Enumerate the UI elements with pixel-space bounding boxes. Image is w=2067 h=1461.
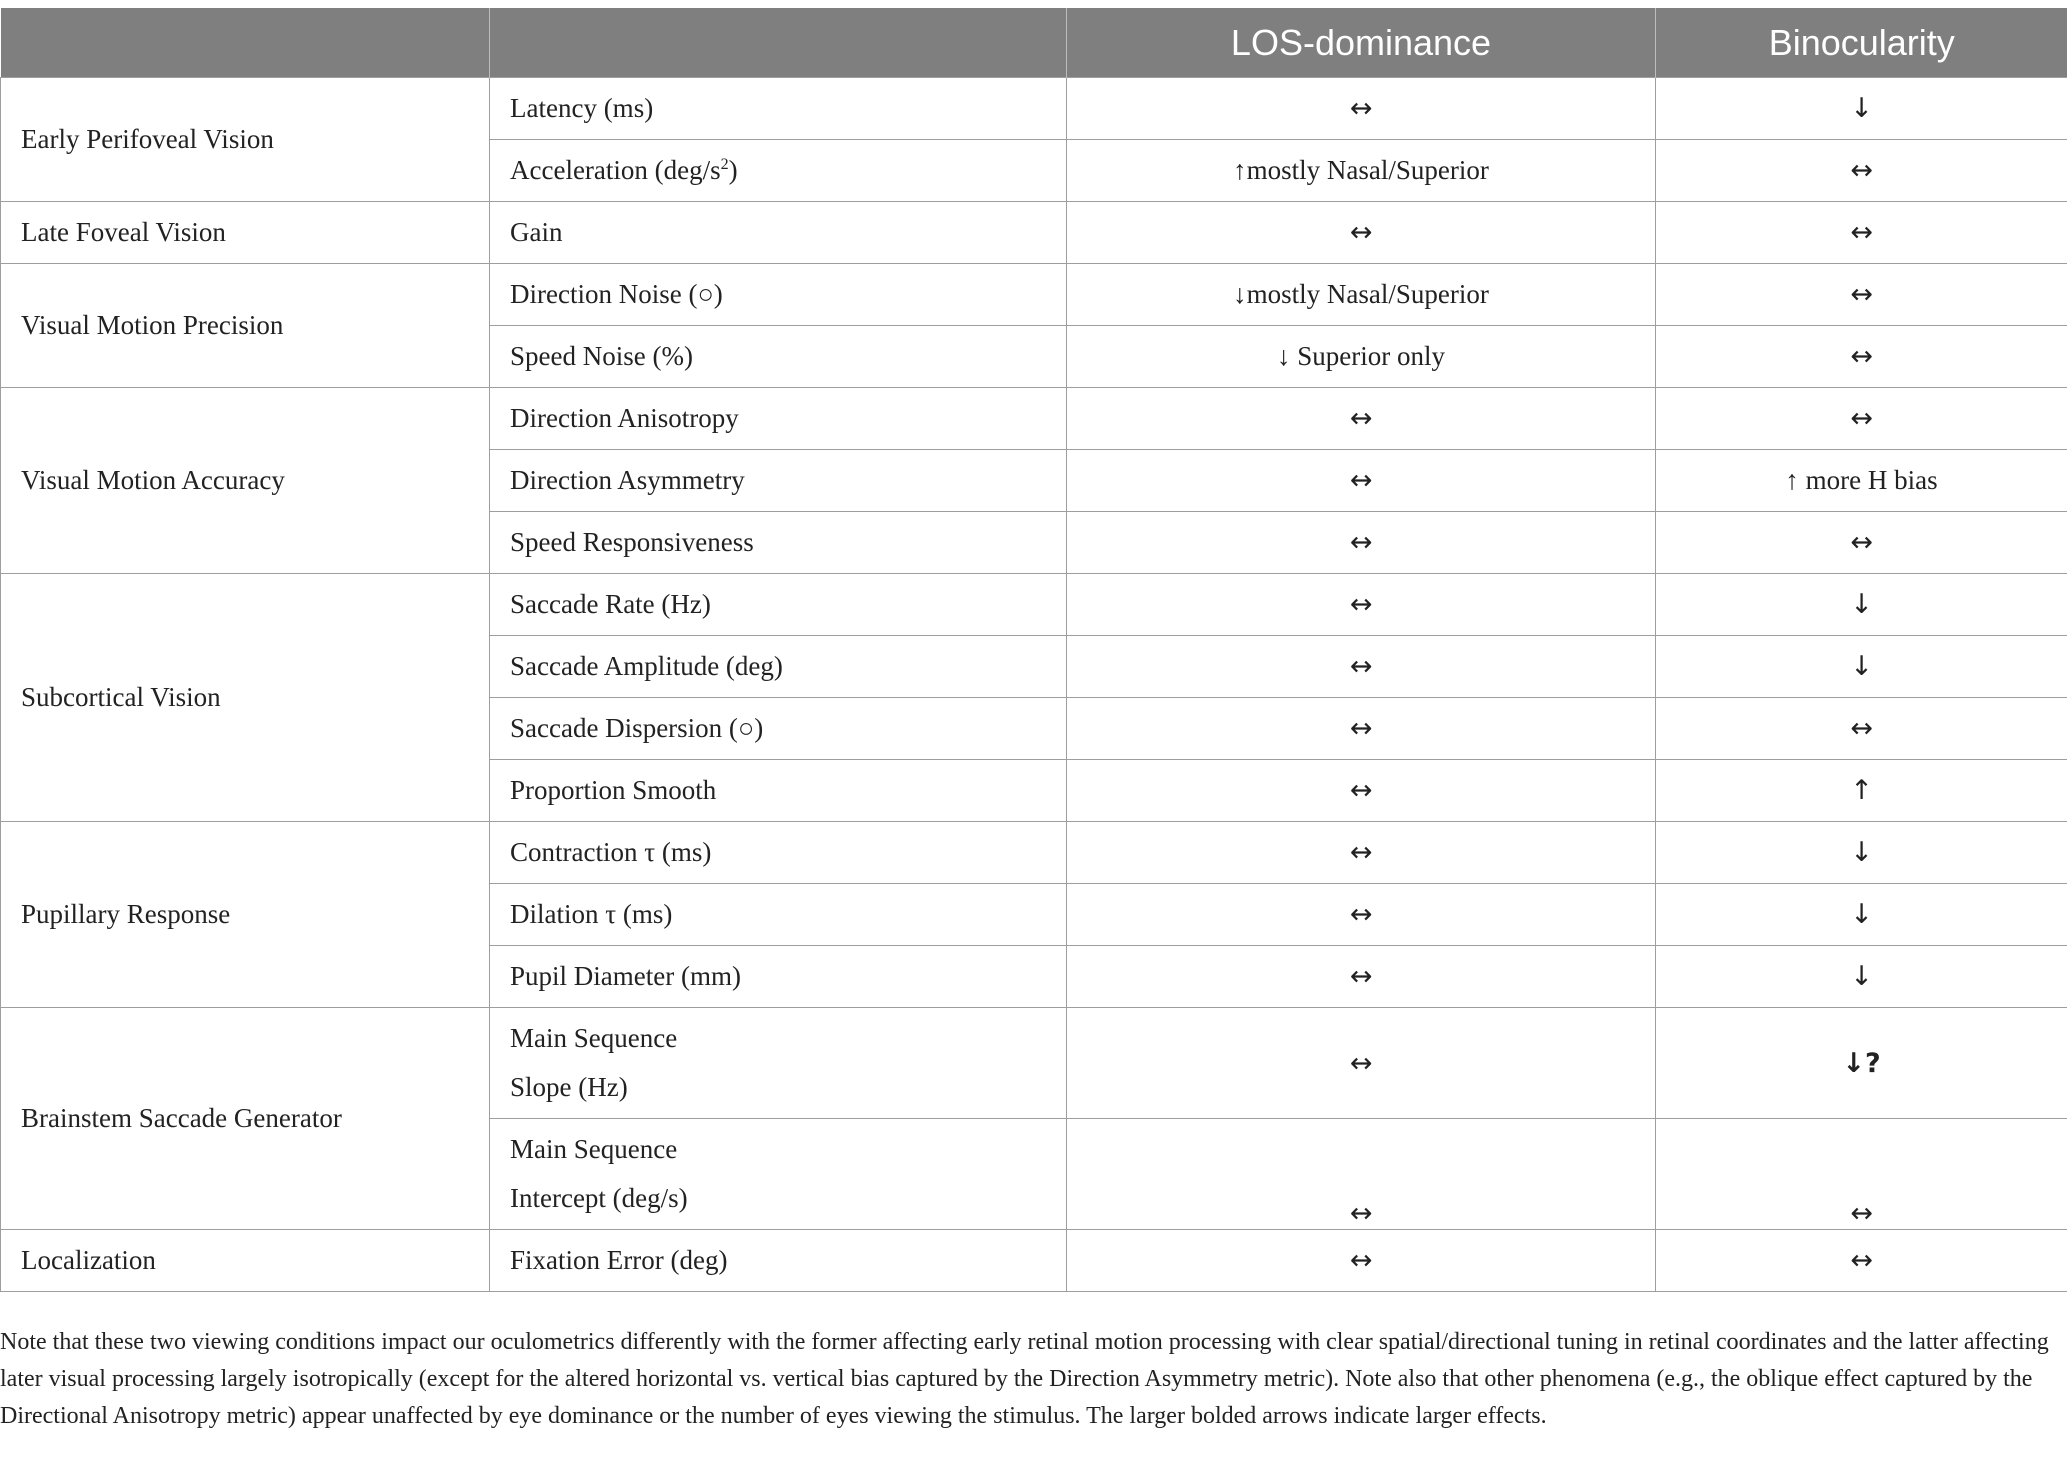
metric-cell: Saccade Rate (Hz) (490, 574, 1067, 636)
los-cell: ↔ (1067, 698, 1656, 760)
bino-cell: ↔ (1656, 326, 2067, 388)
table-row (1, 264, 2067, 326)
bino-cell: ↔ (1656, 388, 2067, 450)
los-cell: ↔ (1067, 946, 1656, 1008)
metric-cell: Gain (490, 202, 1067, 264)
metric-line-1: Main Sequence (510, 1023, 678, 1053)
table-row (1, 78, 2067, 140)
bino-cell: ↔ (1656, 202, 2067, 264)
category-cell: Subcortical Vision (1, 574, 490, 822)
los-cell: ↔ (1067, 1230, 1656, 1292)
table-header-row (1, 8, 2067, 78)
los-cell: ↔ (1067, 760, 1656, 822)
bino-cell: ↓ (1656, 574, 2067, 636)
metric-cell: Proportion Smooth (490, 760, 1067, 822)
metric-cell: Speed Responsiveness (490, 512, 1067, 574)
results-table (0, 8, 2067, 1292)
header-metric (490, 8, 1067, 78)
los-cell: ↔ (1067, 636, 1656, 698)
metric-line-2: Slope (Hz) (510, 1072, 628, 1102)
los-cell: ↔ (1067, 450, 1656, 512)
metric-cell: Direction Noise (○) (490, 264, 1067, 326)
bino-cell: ↔ (1656, 698, 2067, 760)
los-cell: ↔ (1067, 574, 1656, 636)
category-cell: Visual Motion Precision (1, 264, 490, 388)
metric-line-2: Intercept (deg/s) (510, 1183, 688, 1213)
table-row (1, 1230, 2067, 1292)
bino-cell: ↓? (1656, 1008, 2067, 1119)
table-row (1, 822, 2067, 884)
bino-cell: ↓ (1656, 636, 2067, 698)
category-cell: Early Perifoveal Vision (1, 78, 490, 202)
header-category (1, 8, 490, 78)
metric-line-1: Main Sequence (510, 1134, 678, 1164)
metric-cell (490, 140, 1067, 202)
table-row (1, 574, 2067, 636)
bino-cell: ↑ more H bias (1656, 450, 2067, 512)
los-cell: ↓mostly Nasal/Superior (1067, 264, 1656, 326)
category-cell: Pupillary Response (1, 822, 490, 1008)
los-cell: ↔ (1067, 822, 1656, 884)
metric-cell: Saccade Dispersion (○) (490, 698, 1067, 760)
los-cell: ↔ (1067, 1119, 1656, 1230)
metric-prefix: Acceleration (deg/s (510, 155, 721, 185)
category-cell: Visual Motion Accuracy (1, 388, 490, 574)
los-cell: ↑mostly Nasal/Superior (1067, 140, 1656, 202)
bino-cell: ↔ (1656, 1230, 2067, 1292)
los-cell: ↔ (1067, 1008, 1656, 1119)
category-cell: Brainstem Saccade Generator (1, 1008, 490, 1230)
bino-cell: ↔ (1656, 264, 2067, 326)
metric-cell: Direction Asymmetry (490, 450, 1067, 512)
metric-cell: Dilation τ (ms) (490, 884, 1067, 946)
metric-cell: Pupil Diameter (mm) (490, 946, 1067, 1008)
category-cell: Localization (1, 1230, 490, 1292)
bino-cell: ↓ (1656, 822, 2067, 884)
metric-cell: Saccade Amplitude (deg) (490, 636, 1067, 698)
metric-cell: Fixation Error (deg) (490, 1230, 1067, 1292)
bino-cell: ↔ (1656, 512, 2067, 574)
los-cell: ↔ (1067, 78, 1656, 140)
bino-cell: ↓ (1656, 78, 2067, 140)
metric-cell: Direction Anisotropy (490, 388, 1067, 450)
metric-suffix: ) (728, 155, 738, 185)
metric-cell (490, 1119, 1067, 1230)
bino-cell: ↔ (1656, 140, 2067, 202)
los-cell: ↓ Superior only (1067, 326, 1656, 388)
metric-cell: Latency (ms) (490, 78, 1067, 140)
bino-cell: ↓ (1656, 946, 2067, 1008)
metric-cell: Speed Noise (%) (490, 326, 1067, 388)
bino-cell: ↓ (1656, 884, 2067, 946)
metric-superscript: 2 (720, 156, 729, 173)
metric-cell: Contraction τ (ms) (490, 822, 1067, 884)
table-row (1, 1008, 2067, 1119)
los-cell: ↔ (1067, 512, 1656, 574)
metric-cell (490, 1008, 1067, 1119)
header-binocularity: Binocularity (1656, 8, 2067, 78)
category-cell: Late Foveal Vision (1, 202, 490, 264)
los-cell: ↔ (1067, 202, 1656, 264)
table-row (1, 202, 2067, 264)
table-footnote: Note that these two viewing conditions impact our oculometrics differently with the former affecting early retinal motion processing with clear spatial/directional tuning in retinal coordinates and the latter affecting later visual processing largely isotropically (except for the altered horizontal vs. vertical bias captured by the Direction Asymmetry metric). Note also that other phenomena (e.g., the oblique effect captured by the Directional Anisotropy metric) appear unaffected by eye dominance or the number of eyes viewing the stimulus. The larger bolded arrows indicate larger effects. (0, 1329, 2049, 1429)
los-cell: ↔ (1067, 884, 1656, 946)
los-cell: ↔ (1067, 388, 1656, 450)
bino-cell: ↑ (1656, 760, 2067, 822)
bino-cell: ↔ (1656, 1119, 2067, 1230)
table-row (1, 388, 2067, 450)
header-los-dominance: LOS-dominance (1067, 8, 1656, 78)
